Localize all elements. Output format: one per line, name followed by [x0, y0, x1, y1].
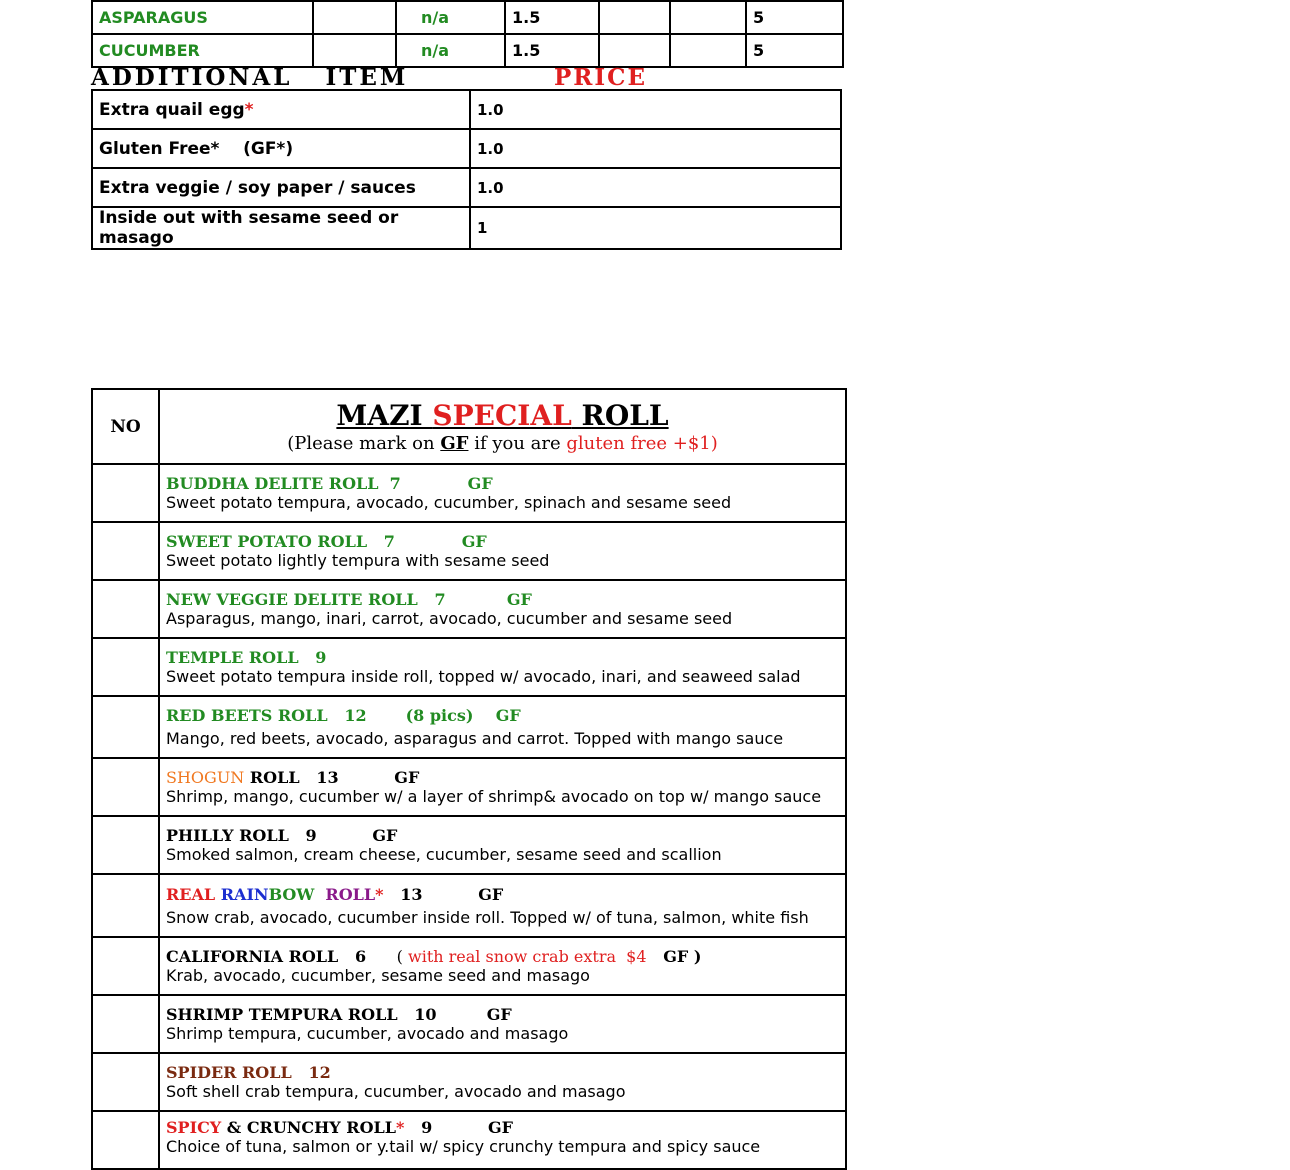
roll-desc: Asparagus, mango, inari, carrot, avocado, cucumber and sesame seed: [166, 609, 733, 628]
table-row: [92, 874, 846, 937]
roll-name: NEW VEGGIE DELITE ROLL 7 GF: [166, 590, 532, 609]
additional-item: Gluten Free* (GF*): [92, 129, 470, 168]
veg-price-table: [91, 0, 844, 68]
roll-desc: Sweet potato tempura inside roll, topped w/ avocado, inari, and seaweed salad: [166, 667, 801, 686]
roll-desc: Smoked salmon, cream cheese, cucumber, sesame seed and scallion: [166, 845, 722, 864]
additional-price: 1.0: [470, 90, 841, 129]
order-no-cell[interactable]: [92, 995, 159, 1053]
table-row: [92, 696, 846, 758]
table-row: [92, 1111, 846, 1169]
additional-price: 1: [470, 207, 841, 249]
roll-desc: Shrimp, mango, cucumber w/ a layer of shrimp& avocado on top w/ mango sauce: [166, 787, 822, 806]
additional-item-heading: ADDITIONAL ITEM: [91, 64, 409, 91]
additional-items-table: [91, 89, 842, 250]
special-title: MAZI SPECIAL ROLL: [336, 398, 669, 432]
roll-desc: Mango, red beets, avocado, asparagus and carrot. Topped with mango sauce: [166, 729, 784, 748]
order-no-cell[interactable]: [92, 937, 159, 995]
table-row: [92, 816, 846, 874]
veg-qty: 5: [746, 1, 843, 34]
table-row: [92, 207, 841, 249]
roll-name: SPICY & CRUNCHY ROLL* 9 GF: [166, 1118, 513, 1137]
table-row: [92, 464, 846, 522]
special-title-cell: [159, 389, 846, 464]
roll-desc: Soft shell crab tempura, cucumber, avocado and masago: [166, 1082, 626, 1101]
table-row: [92, 937, 846, 995]
table-row: [92, 522, 846, 580]
order-no-cell[interactable]: [92, 638, 159, 696]
special-header-row: [92, 389, 846, 464]
veg-qty: 5: [746, 34, 843, 67]
veg-name: ASPARAGUS: [92, 1, 313, 34]
asterisk-mark: *: [244, 99, 254, 120]
roll-name: SPIDER ROLL 12: [166, 1063, 331, 1082]
roll-desc: Sweet potato lightly tempura with sesame seed: [166, 551, 550, 570]
table-row: [92, 90, 841, 129]
table-row: [92, 168, 841, 207]
order-no-cell[interactable]: [92, 464, 159, 522]
roll-name: BUDDHA DELITE ROLL 7 GF: [166, 474, 493, 493]
roll-desc: Sweet potato tempura, avocado, cucumber, spinach and sesame seed: [166, 493, 732, 512]
order-no-cell[interactable]: [92, 522, 159, 580]
additional-header: [91, 64, 851, 90]
roll-desc: Shrimp tempura, cucumber, avocado and masago: [166, 1024, 569, 1043]
table-row: [92, 129, 841, 168]
table-row: [92, 995, 846, 1053]
table-row: [92, 758, 846, 816]
order-no-cell[interactable]: [92, 696, 159, 758]
veg-na: n/a: [396, 1, 505, 34]
order-no-cell[interactable]: [92, 874, 159, 937]
roll-desc: Krab, avocado, cucumber, sesame seed and masago: [166, 966, 590, 985]
roll-name: SWEET POTATO ROLL 7 GF: [166, 532, 487, 551]
special-roll-table: [91, 388, 847, 1170]
order-no-cell[interactable]: [92, 1053, 159, 1111]
veg-name: CUCUMBER: [92, 34, 313, 67]
roll-name: TEMPLE ROLL 9: [166, 648, 327, 667]
veg-price: 1.5: [505, 1, 599, 34]
roll-desc: Choice of tuna, salmon or y.tail w/ spicy crunchy tempura and spicy sauce: [166, 1137, 761, 1156]
table-row: [92, 638, 846, 696]
roll-name: RED BEETS ROLL 12 (8 pics) GF: [166, 706, 521, 725]
no-header: NO: [92, 389, 159, 464]
roll-name: PHILLY ROLL 9 GF: [166, 826, 398, 845]
roll-desc: Snow crab, avocado, cucumber inside roll. Topped w/ of tuna, salmon, white fish: [166, 907, 809, 927]
roll-name: SHOGUN ROLL 13 GF: [166, 768, 420, 787]
roll-name: SHRIMP TEMPURA ROLL 10 GF: [166, 1005, 512, 1024]
additional-item: Extra veggie / soy paper / sauces: [92, 168, 470, 207]
table-row: [92, 34, 843, 67]
table-row: [92, 1, 843, 34]
order-no-cell[interactable]: [92, 1111, 159, 1169]
veg-na: n/a: [396, 34, 505, 67]
additional-item: Extra quail egg*: [92, 90, 470, 129]
order-no-cell[interactable]: [92, 580, 159, 638]
roll-name: CALIFORNIA ROLL 6 ( with real snow crab extra $4 GF ): [166, 947, 702, 966]
roll-name: REAL RAINBOW ROLL* 13 GF: [166, 884, 504, 904]
table-row: [92, 580, 846, 638]
special-subtitle: (Please mark on GF if you are gluten free +$1): [287, 432, 718, 454]
additional-price-heading: PRICE: [554, 64, 648, 91]
additional-price: 1.0: [470, 129, 841, 168]
order-no-cell[interactable]: [92, 816, 159, 874]
additional-price: 1.0: [470, 168, 841, 207]
table-row: [92, 1053, 846, 1111]
order-no-cell[interactable]: [92, 758, 159, 816]
veg-price: 1.5: [505, 34, 599, 67]
additional-item: Inside out with sesame seed or masago: [92, 207, 470, 249]
